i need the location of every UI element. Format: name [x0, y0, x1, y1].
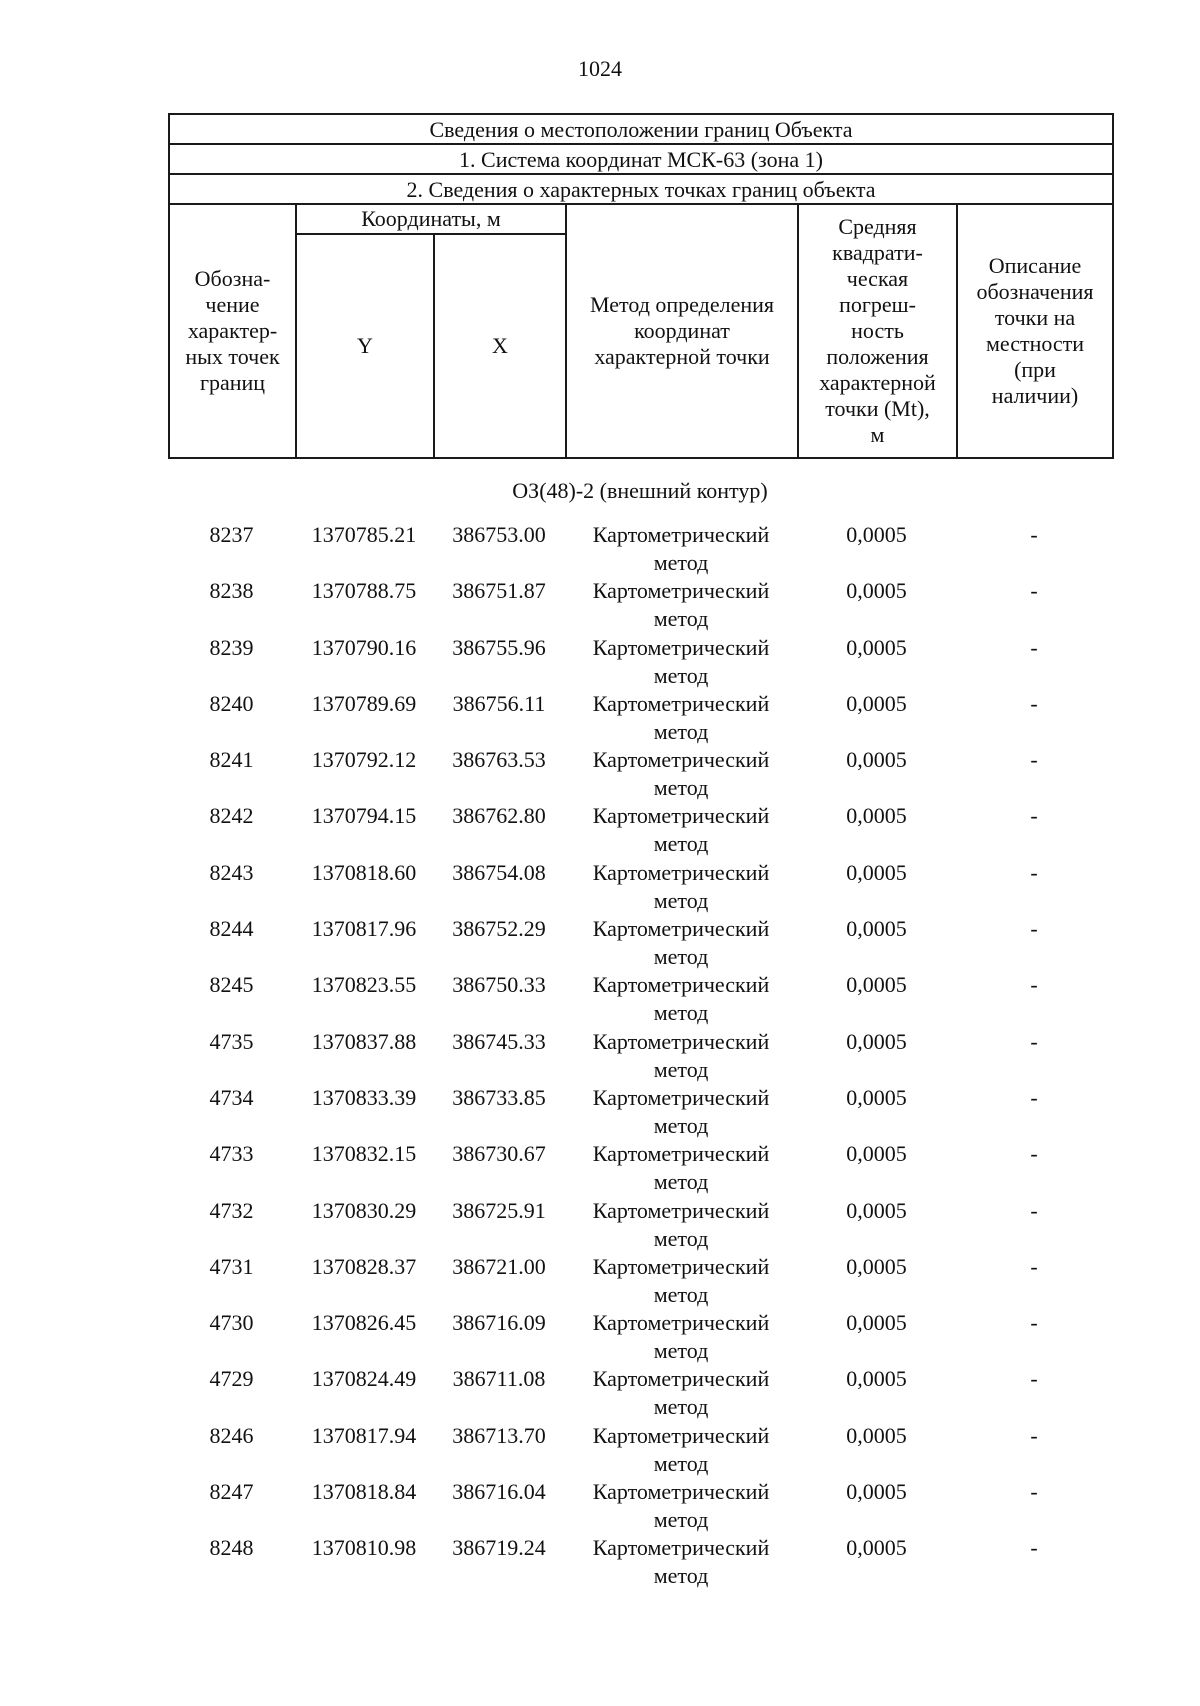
description-value: -	[1030, 1141, 1038, 1167]
method-line: Картометрический	[592, 1310, 770, 1336]
table-row	[168, 1253, 1112, 1309]
method-value	[565, 1534, 797, 1590]
header-table	[168, 113, 1114, 459]
error-value: 0,0005	[846, 803, 907, 829]
col-header-method	[566, 204, 798, 458]
point-id: 4733	[209, 1141, 254, 1167]
method-line: Картометрический	[592, 1366, 770, 1392]
coord-y: 1370817.94	[311, 1422, 417, 1448]
method-line: Картометрический	[592, 859, 770, 885]
error-value: 0,0005	[846, 1084, 907, 1110]
method-line: метод	[653, 1169, 709, 1195]
coord-y: 1370789.69	[311, 690, 417, 716]
coord-x: 386725.91	[452, 1197, 546, 1223]
description-value: -	[1030, 972, 1038, 998]
coord-x: 386713.70	[452, 1422, 546, 1448]
method-value	[565, 1422, 797, 1478]
header-line: (при	[1014, 357, 1056, 382]
header-line: характерной точки	[594, 344, 770, 369]
method-line: метод	[653, 1394, 709, 1420]
coord-y: 1370823.55	[311, 972, 417, 998]
method-line: метод	[653, 550, 709, 575]
description-value: -	[1030, 634, 1038, 660]
header-line: точки на	[994, 305, 1076, 330]
method-line: Картометрический	[592, 1028, 770, 1054]
table-row	[168, 971, 1112, 1027]
method-line: Картометрический	[592, 1479, 770, 1505]
method-value	[565, 859, 797, 915]
method-value	[565, 915, 797, 971]
method-value	[565, 1140, 797, 1196]
error-value: 0,0005	[846, 690, 907, 716]
error-value: 0,0005	[846, 1422, 907, 1448]
table-row	[168, 1534, 1112, 1590]
point-id: 4729	[209, 1366, 254, 1392]
coord-y: 1370833.39	[311, 1084, 417, 1110]
table-row	[168, 1028, 1112, 1084]
point-id: 8243	[209, 859, 254, 885]
method-value	[565, 1309, 797, 1365]
table-row	[168, 690, 1112, 746]
point-id: 4731	[209, 1253, 254, 1279]
col-header-error	[798, 204, 957, 458]
method-line: метод	[653, 831, 709, 857]
description-value: -	[1030, 1422, 1038, 1448]
coord-x: 386719.24	[452, 1535, 546, 1561]
method-line: метод	[653, 887, 709, 913]
table-row	[168, 521, 1112, 577]
description-value: -	[1030, 1253, 1038, 1279]
header-line: м	[870, 422, 885, 447]
method-value	[565, 521, 797, 577]
coord-y: 1370818.60	[311, 859, 417, 885]
description-value: -	[1030, 916, 1038, 942]
header-line: квадрати-	[832, 240, 923, 265]
coord-x: 386750.33	[452, 972, 546, 998]
header-line: ческая	[846, 266, 909, 291]
error-value: 0,0005	[846, 522, 907, 547]
table-row	[168, 1422, 1112, 1478]
point-id: 4735	[209, 1028, 254, 1054]
method-value	[565, 577, 797, 633]
header-line: Обозна-	[194, 266, 271, 291]
table-row	[168, 1365, 1112, 1421]
col-header-y: Y	[296, 234, 434, 458]
header-line: ных точек	[185, 344, 280, 369]
coord-x: 386756.11	[452, 690, 546, 716]
coord-x: 386716.04	[452, 1479, 546, 1505]
error-value: 0,0005	[846, 1479, 907, 1505]
error-value: 0,0005	[846, 859, 907, 885]
table-row	[168, 1084, 1112, 1140]
coord-x: 386755.96	[452, 634, 546, 660]
method-line: метод	[653, 775, 709, 801]
point-id: 8238	[209, 578, 254, 604]
point-id: 8247	[209, 1479, 254, 1505]
coord-y: 1370817.96	[311, 916, 417, 942]
header-line: ность	[851, 318, 904, 343]
method-value	[565, 971, 797, 1027]
description-value: -	[1030, 578, 1038, 604]
point-id: 8245	[209, 972, 254, 998]
method-value	[565, 1365, 797, 1421]
method-line: Картометрический	[592, 1197, 770, 1223]
description-value: -	[1030, 1084, 1038, 1110]
error-value: 0,0005	[846, 972, 907, 998]
table-row	[168, 1309, 1112, 1365]
method-line: метод	[653, 606, 709, 632]
error-value: 0,0005	[846, 1141, 907, 1167]
method-value	[565, 1253, 797, 1309]
description-value: -	[1030, 690, 1038, 716]
error-value: 0,0005	[846, 1028, 907, 1054]
error-value: 0,0005	[846, 1197, 907, 1223]
method-line: Картометрический	[592, 1422, 770, 1448]
page-number: 1024	[578, 56, 622, 81]
coord-y: 1370794.15	[311, 803, 417, 829]
method-line: Картометрический	[592, 916, 770, 942]
table-row	[168, 915, 1112, 971]
error-value: 0,0005	[846, 1253, 907, 1279]
error-value: 0,0005	[846, 747, 907, 773]
method-value	[565, 1197, 797, 1253]
method-value	[565, 746, 797, 802]
coord-x: 386751.87	[452, 578, 546, 604]
table-row	[168, 802, 1112, 858]
coord-x: 386745.33	[452, 1028, 546, 1054]
point-id: 8246	[209, 1422, 254, 1448]
method-line: метод	[653, 1563, 709, 1589]
coord-x: 386721.00	[452, 1253, 546, 1279]
header-line: Метод определения	[589, 292, 775, 317]
header-line: местности	[985, 331, 1085, 356]
header-line: координат	[634, 318, 730, 343]
header-line: Средняя	[838, 214, 917, 239]
col-header-description	[957, 204, 1113, 458]
header-coordinate-system: 1. Система координат МСК-63 (зона 1)	[169, 144, 1113, 174]
method-value	[565, 802, 797, 858]
point-id: 4732	[209, 1197, 254, 1223]
header-line: положения	[826, 344, 929, 369]
table-row	[168, 746, 1112, 802]
coord-y: 1370792.12	[311, 747, 417, 773]
coord-x: 386733.85	[452, 1084, 546, 1110]
coord-y: 1370790.16	[311, 634, 417, 660]
point-id: 8241	[209, 747, 254, 773]
method-line: метод	[653, 662, 709, 688]
header-title: Сведения о местоположении границ Объекта	[169, 114, 1113, 144]
description-value: -	[1030, 1028, 1038, 1054]
coord-x: 386753.00	[452, 522, 546, 547]
point-id: 4730	[209, 1310, 254, 1336]
point-id: 8240	[209, 690, 254, 716]
header-line: границ	[199, 370, 266, 395]
coord-x: 386763.53	[452, 747, 546, 773]
coord-y: 1370785.21	[311, 522, 417, 547]
method-value	[565, 690, 797, 746]
description-value: -	[1030, 1479, 1038, 1505]
coord-y: 1370828.37	[311, 1253, 417, 1279]
method-line: метод	[653, 1000, 709, 1026]
description-value: -	[1030, 522, 1038, 547]
method-line: Картометрический	[592, 1084, 770, 1110]
coord-x: 386711.08	[452, 1366, 546, 1392]
error-value: 0,0005	[846, 634, 907, 660]
method-line: Картометрический	[592, 803, 770, 829]
point-id: 8239	[209, 634, 254, 660]
error-value: 0,0005	[846, 1535, 907, 1561]
description-value: -	[1030, 1366, 1038, 1392]
header-line: погреш-	[839, 292, 916, 317]
header-line: наличии)	[991, 383, 1079, 408]
method-line: метод	[653, 718, 709, 744]
method-line: метод	[653, 1056, 709, 1082]
col-header-point-id	[169, 204, 296, 458]
method-line: метод	[653, 1338, 709, 1364]
points-list	[168, 521, 1112, 1591]
error-value: 0,0005	[846, 916, 907, 942]
description-value: -	[1030, 1535, 1038, 1561]
method-value	[565, 1084, 797, 1140]
coord-y: 1370788.75	[311, 578, 417, 604]
table-row	[168, 1140, 1112, 1196]
method-line: Картометрический	[592, 690, 770, 716]
coord-x: 386762.80	[452, 803, 546, 829]
table-row	[168, 577, 1112, 633]
method-value	[565, 1478, 797, 1534]
point-id: 8242	[209, 803, 254, 829]
table-row	[168, 1197, 1112, 1253]
method-value	[565, 634, 797, 690]
col-header-coordinates: Координаты, м	[296, 204, 566, 234]
method-line: Картометрический	[592, 972, 770, 998]
header-line: характер-	[187, 318, 278, 343]
description-value: -	[1030, 747, 1038, 773]
table-row	[168, 1478, 1112, 1534]
header-line: Описание	[988, 253, 1082, 278]
method-line: Картометрический	[592, 634, 770, 660]
header-line: точки (Mt),	[825, 396, 930, 421]
method-line: Картометрический	[592, 747, 770, 773]
header-line: обозначения	[976, 279, 1094, 304]
error-value: 0,0005	[846, 1310, 907, 1336]
error-value: 0,0005	[846, 1366, 907, 1392]
description-value: -	[1030, 859, 1038, 885]
header-subtitle: 2. Сведения о характерных точках границ объекта	[169, 174, 1113, 204]
method-line: метод	[653, 1281, 709, 1307]
method-line: Картометрический	[592, 578, 770, 604]
method-line: Картометрический	[592, 1253, 770, 1279]
point-id: 8237	[209, 522, 254, 547]
coord-x: 386730.67	[452, 1141, 546, 1167]
method-line: метод	[653, 1112, 709, 1138]
method-line: Картометрический	[592, 1535, 770, 1561]
method-line: метод	[653, 1225, 709, 1251]
method-line: Картометрический	[592, 1141, 770, 1167]
description-value: -	[1030, 803, 1038, 829]
coord-y: 1370826.45	[311, 1310, 417, 1336]
coord-y: 1370832.15	[311, 1141, 417, 1167]
coord-y: 1370810.98	[311, 1535, 417, 1561]
coord-x: 386716.09	[452, 1310, 546, 1336]
point-id: 8244	[209, 916, 254, 942]
point-id: 8248	[209, 1535, 254, 1561]
description-value: -	[1030, 1197, 1038, 1223]
method-line: метод	[653, 1450, 709, 1476]
description-value: -	[1030, 1310, 1038, 1336]
table-row	[168, 859, 1112, 915]
header-line: характерной	[819, 370, 936, 395]
error-value: 0,0005	[846, 578, 907, 604]
point-id: 4734	[209, 1084, 254, 1110]
method-line: метод	[653, 944, 709, 970]
coord-y: 1370837.88	[311, 1028, 417, 1054]
method-line: Картометрический	[592, 522, 770, 547]
method-value	[565, 1028, 797, 1084]
col-header-x: X	[434, 234, 566, 458]
coord-y: 1370818.84	[311, 1479, 417, 1505]
coord-x: 386752.29	[452, 916, 546, 942]
coord-x: 386754.08	[452, 859, 546, 885]
header-line: чение	[205, 292, 260, 317]
coord-y: 1370824.49	[311, 1366, 417, 1392]
table-row	[168, 634, 1112, 690]
method-line: метод	[653, 1507, 709, 1533]
coord-y: 1370830.29	[311, 1197, 417, 1223]
section-caption: ОЗ(48)-2 (внешний контур)	[512, 478, 768, 503]
